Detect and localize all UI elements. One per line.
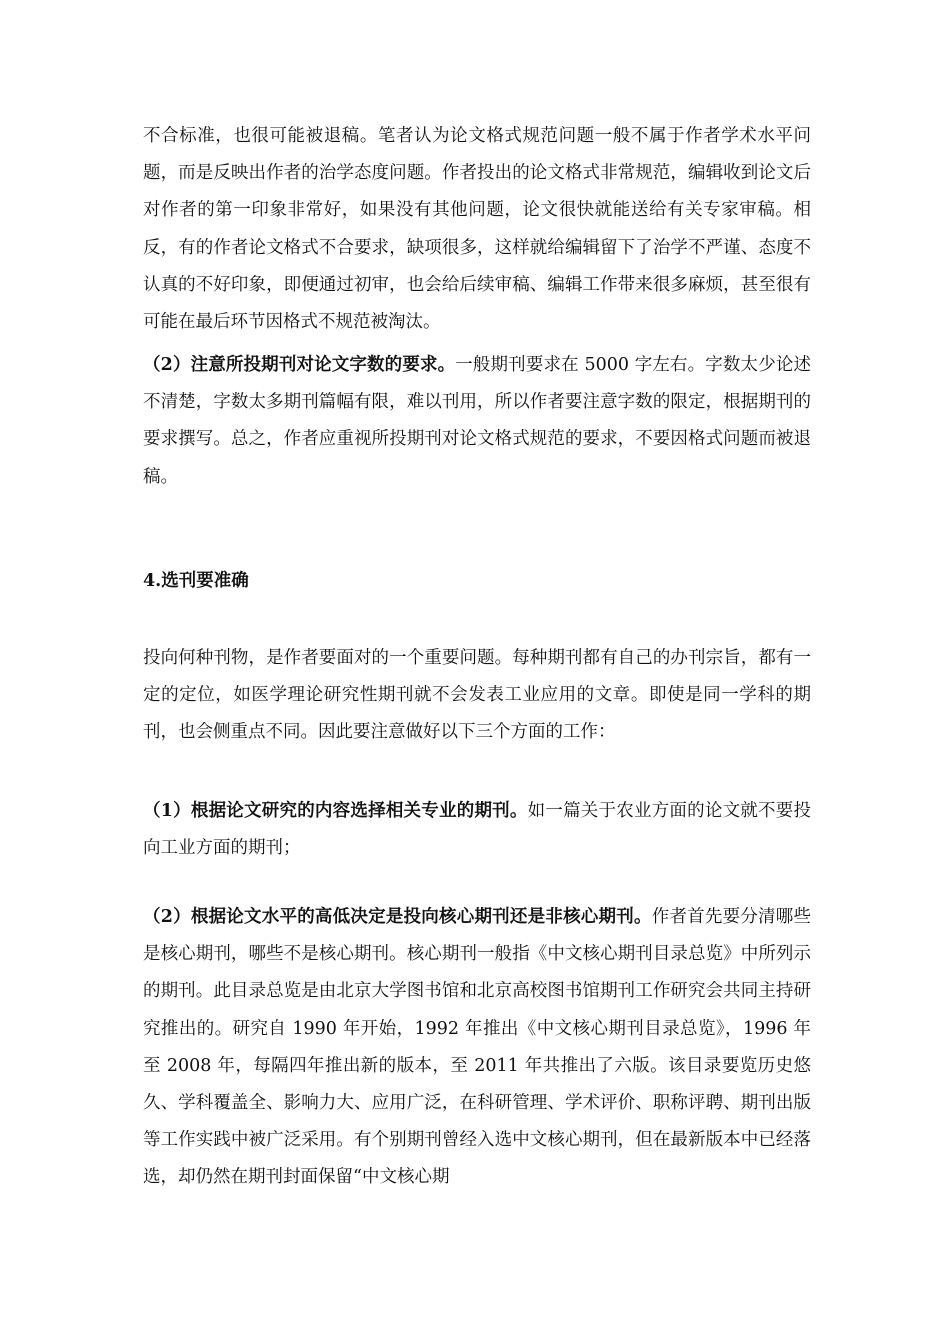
paragraph-text: 不合标准，也很可能被退稿。笔者认为论文格式规范问题一般不属于作者学术水平问题，而是反映出作者的治学态度问题。作者投出的论文格式非常规范，编辑收到论文后对作者的第一印象非常好，如果没有其他问题，论文很快就能送给有关专家审稿。相反，有的作者论文格式不合要求，缺项很多，这样就给编辑留下了治学不严谨、态度不认真的不好印象，即便通过初审，也会给后续审稿、编辑工作带来很多麻烦，甚至很有可能在最后环节因格式不规范被淘汰。 <box>143 126 811 333</box>
paragraph-text: 如一篇关于农业方面的论文就不要投向工业方面的期刊； <box>143 801 811 859</box>
paragraph-word-count <box>143 347 811 496</box>
paragraph-related-field <box>143 793 811 867</box>
paragraph-journal-choice <box>143 640 811 752</box>
paragraph-text: 一般期刊要求在 5000 字左右。字数太少论述不清楚，字数太多期刊篇幅有限，难以刊用，所以作者要注意字数的限定，根据期刊的要求撰写。总之，作者应重视所投期刊对论文格式规范的要求，不要因格式问题而被退稿。 <box>143 355 811 487</box>
paragraph-text: 作者首先要分清哪些是核心期刊，哪些不是核心期刊。核心期刊一般指《中文核心期刊目录总览》中所列示的期刊。此目录总览是由北京大学图书馆和北京高校图书馆期刊工作研究会共同主持研究推出的。研究自 1990 年开始，1992 年推出《中文核心期刊目录总览》，1996 年至 2008 年，每隔四年推出新的版本，至 2011 年共推出了六版。该目录要览历史悠久、学科覆盖全、影响力大、应用广泛，在科研管理、学术评价、职称评聘、期刊出版等工作实践中被广泛采用。有个别期刊曾经入选中文核心期刊，但在最新版本中已经落选，却仍然在期刊封面保留“中文核心期 <box>143 907 811 1188</box>
paragraph-text: 投向何种刊物，是作者要面对的一个重要问题。每种期刊都有自己的办刊宗旨，都有一定的定位，如医学理论研究性期刊就不会发表工业应用的文章。即使是同一学科的期刊，也会侧重点不同。因此要注意做好以下三个方面的工作： <box>143 648 811 743</box>
paragraph-core-journals <box>143 899 811 1197</box>
paragraph-lead: （2）注意所投期刊对论文字数的要求。 <box>143 355 456 375</box>
paragraph-format-standards <box>143 118 811 341</box>
paragraph-lead: （1）根据论文研究的内容选择相关专业的期刊。 <box>143 801 528 821</box>
section-heading: 4.选刊要准确 <box>143 571 249 591</box>
paragraph-lead: （2）根据论文水平的高低决定是投向核心期刊还是非核心期刊。 <box>143 907 652 927</box>
